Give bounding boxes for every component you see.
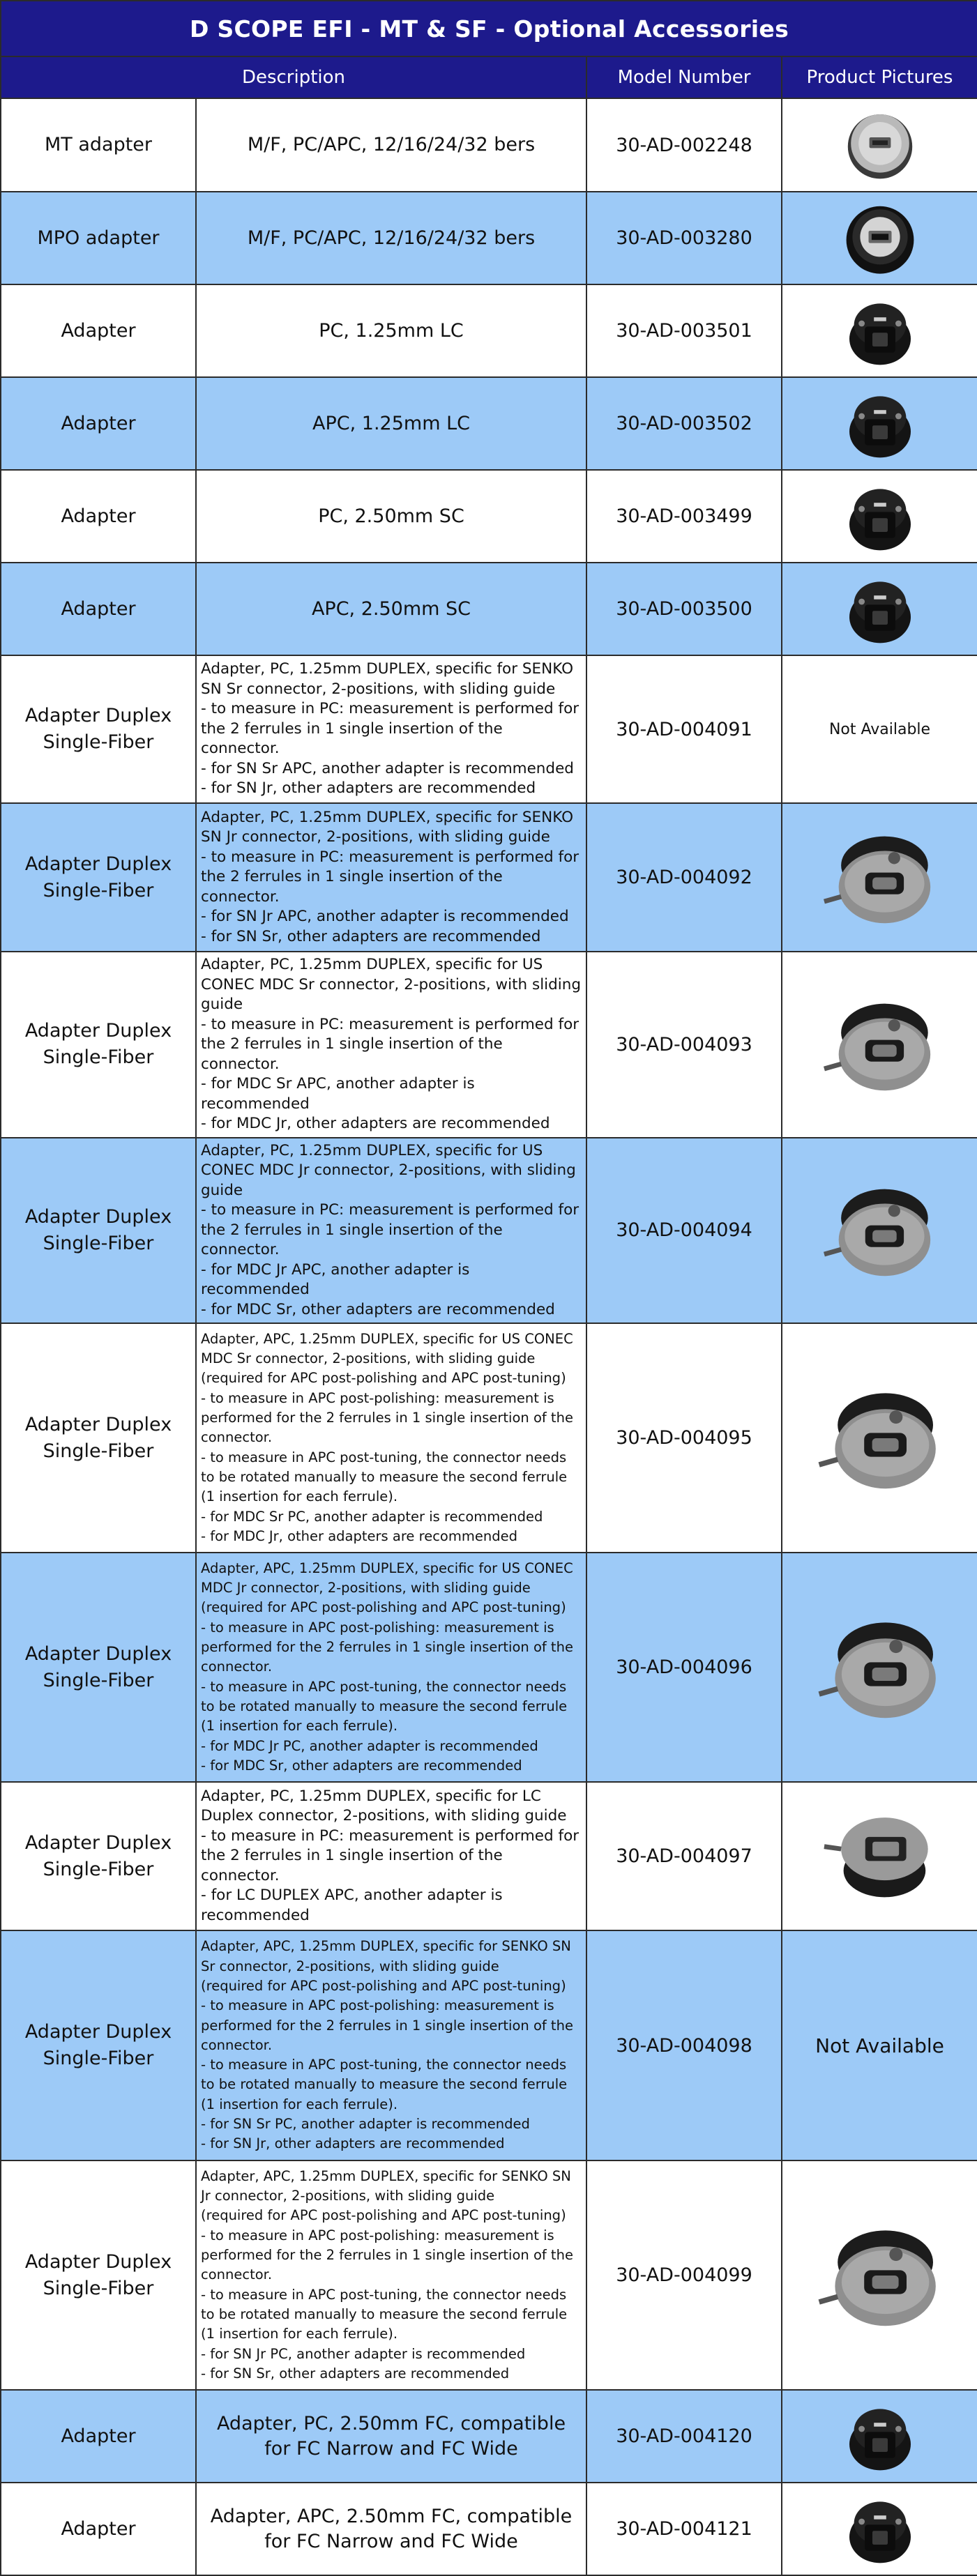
product-picture xyxy=(782,2483,977,2575)
product-picture xyxy=(782,952,977,1138)
product-picture xyxy=(782,1138,977,1324)
duplex-adapter-icon xyxy=(782,2209,977,2342)
description-line: (required for APC post-polishing and APC post-tuning) xyxy=(201,1599,566,1616)
product-picture xyxy=(782,98,977,192)
column-header-model: Model Number xyxy=(586,56,782,98)
product-description xyxy=(196,952,586,1138)
page-title: D SCOPE EFI - MT & SF - Optional Accessories xyxy=(1,1,977,56)
description-line: - to measure in APC post-polishing: measurement is performed for the 2 ferrules in 1 single insertion of the connector. xyxy=(201,2227,573,2283)
product-picture xyxy=(782,2390,977,2483)
duplex-adapter-icon xyxy=(782,1601,977,1734)
description-line: - for MDC Sr, other adapters are recommended xyxy=(201,1757,522,1774)
product-picture xyxy=(782,655,977,803)
product-description xyxy=(196,1782,586,1930)
description-line: (required for APC post-polishing and APC post-tuning) xyxy=(201,1977,566,1994)
product-picture xyxy=(782,192,977,284)
description-line: - to measure in PC: measurement is performed for the 2 ferrules in 1 single insertion of the connector. xyxy=(201,848,580,906)
description-line: APC, 2.50mm SC xyxy=(311,597,471,620)
description-line: - for MDC Jr, other adapters are recommended xyxy=(201,1115,550,1132)
product-description xyxy=(196,1138,586,1324)
product-description xyxy=(196,655,586,803)
model-number: 30-AD-004098 xyxy=(586,1930,782,2160)
table-row xyxy=(1,98,977,192)
adapter-icon-lc-pc xyxy=(782,293,977,369)
table-row xyxy=(1,2483,977,2575)
table-row xyxy=(1,803,977,952)
product-description xyxy=(196,2483,586,2575)
description-line: - to measure in PC: measurement is performed for the 2 ferrules in 1 single insertion of the connector. xyxy=(201,1201,580,1258)
table-row xyxy=(1,655,977,803)
description-line: Adapter, APC, 2.50mm FC, compatible for FC Narrow and FC Wide xyxy=(210,2505,573,2552)
product-picture xyxy=(782,1323,977,1553)
description-line: PC, 1.25mm LC xyxy=(319,319,464,342)
model-number: 30-AD-004091 xyxy=(586,655,782,803)
table-row xyxy=(1,470,977,563)
adapter-icon-lc-apc xyxy=(782,386,977,462)
model-number: 30-AD-004120 xyxy=(586,2390,782,2483)
product-name: Adapter Duplex Single-Fiber xyxy=(1,1553,196,1782)
product-picture xyxy=(782,563,977,655)
table-row xyxy=(1,952,977,1138)
description-line: Adapter, PC, 2.50mm FC, compatible for FC Narrow and FC Wide xyxy=(216,2412,566,2460)
model-number: 30-AD-002248 xyxy=(586,98,782,192)
table-row xyxy=(1,2160,977,2390)
description-line: - for LC DUPLEX APC, another adapter is recommended xyxy=(201,1887,503,1924)
product-picture xyxy=(782,1553,977,1782)
table-row xyxy=(1,1782,977,1930)
description-line: - to measure in APC post-tuning, the connector needs to be rotated manually to measure the second ferrule (1 insertion for each ferrule). xyxy=(201,2286,568,2342)
description-line: Adapter, PC, 1.25mm DUPLEX, specific for US CONEC MDC Sr connector, 2-positions, with sliding guide xyxy=(201,956,582,1013)
model-number: 30-AD-004092 xyxy=(586,803,782,952)
product-picture xyxy=(782,377,977,470)
duplex-adapter-icon xyxy=(782,1372,977,1504)
product-description xyxy=(196,563,586,655)
model-number: 30-AD-004093 xyxy=(586,952,782,1138)
column-header-pictures: Product Pictures xyxy=(782,56,977,98)
table-row xyxy=(1,1138,977,1324)
description-line: - to measure in APC post-tuning, the connector needs to be rotated manually to measure the second ferrule (1 insertion for each ferrule). xyxy=(201,1678,568,1735)
description-line: - for MDC Sr APC, another adapter is recommended xyxy=(201,1075,475,1113)
product-description xyxy=(196,192,586,284)
description-line: - for MDC Jr, other adapters are recommended xyxy=(201,1527,517,1544)
model-number: 30-AD-004121 xyxy=(586,2483,782,2575)
description-line: - to measure in PC: measurement is performed for the 2 ferrules in 1 single insertion of the connector. xyxy=(201,700,580,758)
model-number: 30-AD-003502 xyxy=(586,377,782,470)
description-line: Adapter, APC, 1.25mm DUPLEX, specific for US CONEC MDC Jr connector, 2-positions, with sliding guide xyxy=(201,1560,573,1596)
description-line: PC, 2.50mm SC xyxy=(318,505,464,527)
model-number: 30-AD-004094 xyxy=(586,1138,782,1324)
model-number: 30-AD-004099 xyxy=(586,2160,782,2390)
table-row xyxy=(1,563,977,655)
description-line: - to measure in APC post-polishing: measurement is performed for the 2 ferrules in 1 single insertion of the connector. xyxy=(201,1619,573,1675)
description-line: M/F, PC/APC, 12/16/24/32 bers xyxy=(247,134,536,155)
column-header-description: Description xyxy=(1,56,586,98)
description-line: M/F, PC/APC, 12/16/24/32 bers xyxy=(247,227,536,249)
description-line: Adapter, APC, 1.25mm DUPLEX, specific for US CONEC MDC Sr connector, 2-positions, with sliding guide xyxy=(201,1330,573,1367)
product-description xyxy=(196,1930,586,2160)
adapter-icon-sc-apc xyxy=(782,571,977,648)
description-line: - to measure in PC: measurement is performed for the 2 ferrules in 1 single insertion of the connector. xyxy=(201,1015,580,1073)
description-line: APC, 1.25mm LC xyxy=(312,412,470,434)
description-line: Adapter, APC, 1.25mm DUPLEX, specific for SENKO SN Jr connector, 2-positions, with sliding guide xyxy=(201,2167,571,2204)
product-name: Adapter Duplex Single-Fiber xyxy=(1,1138,196,1324)
description-line: - to measure in APC post-polishing: measurement is performed for the 2 ferrules in 1 single insertion of the connector. xyxy=(201,1389,573,1446)
product-name: MT adapter xyxy=(1,98,196,192)
table-row xyxy=(1,192,977,284)
description-line: - for SN Jr PC, another adapter is recommended xyxy=(201,2345,526,2362)
product-description xyxy=(196,1553,586,1782)
product-name: Adapter Duplex Single-Fiber xyxy=(1,655,196,803)
product-name: Adapter Duplex Single-Fiber xyxy=(1,1323,196,1553)
product-name: MPO adapter xyxy=(1,192,196,284)
product-description xyxy=(196,98,586,192)
product-picture xyxy=(782,1930,977,2160)
description-line: - for MDC Sr, other adapters are recommended xyxy=(201,1300,555,1318)
not-available-label: Not Available xyxy=(815,2034,944,2057)
duplex-adapter-icon xyxy=(782,817,977,938)
product-description xyxy=(196,2160,586,2390)
product-picture xyxy=(782,803,977,952)
adapter-icon-fc-pc xyxy=(782,2398,977,2475)
description-line: - for MDC Jr PC, another adapter is recommended xyxy=(201,1737,538,1754)
description-line: Adapter, PC, 1.25mm DUPLEX, specific for LC Duplex connector, 2-positions, with sliding guide xyxy=(201,1787,567,1825)
description-line: - for MDC Jr APC, another adapter is recommended xyxy=(201,1260,470,1298)
description-line: - to measure in APC post-tuning, the connector needs to be rotated manually to measure the second ferrule (1 insertion for each ferrule). xyxy=(201,1449,568,1505)
product-name: Adapter xyxy=(1,2390,196,2483)
description-line: - to measure in APC post-tuning, the connector needs to be rotated manually to measure the second ferrule (1 insertion for each ferrule). xyxy=(201,2057,568,2112)
adapter-icon-mt xyxy=(782,107,977,183)
description-line: - for SN Sr APC, another adapter is recommended xyxy=(201,759,574,777)
table-row xyxy=(1,284,977,377)
product-name: Adapter Duplex Single-Fiber xyxy=(1,2160,196,2390)
product-picture xyxy=(782,1782,977,1930)
table-row xyxy=(1,1323,977,1553)
adapter-icon-fc-apc xyxy=(782,2491,977,2568)
model-number: 30-AD-004095 xyxy=(586,1323,782,1553)
product-name: Adapter xyxy=(1,470,196,563)
model-number: 30-AD-003501 xyxy=(586,284,782,377)
product-picture xyxy=(782,284,977,377)
description-line: - for SN Sr PC, another adapter is recommended xyxy=(201,2116,530,2133)
model-number: 30-AD-003500 xyxy=(586,563,782,655)
product-description xyxy=(196,470,586,563)
product-description xyxy=(196,803,586,952)
description-line: - for SN Sr, other adapters are recommended xyxy=(201,2365,510,2381)
product-description xyxy=(196,377,586,470)
description-line: Adapter, APC, 1.25mm DUPLEX, specific for SENKO SN Sr connector, 2-positions, with sliding guide xyxy=(201,1938,571,1974)
product-name: Adapter xyxy=(1,377,196,470)
product-description xyxy=(196,1323,586,1553)
model-number: 30-AD-003280 xyxy=(586,192,782,284)
description-line: - to measure in PC: measurement is performed for the 2 ferrules in 1 single insertion of the connector. xyxy=(201,1827,580,1884)
product-description xyxy=(196,284,586,377)
description-line: - for SN Jr APC, another adapter is recommended xyxy=(201,908,569,926)
table-row xyxy=(1,1553,977,1782)
adapter-icon-sc-pc xyxy=(782,478,977,555)
not-available-label: Not Available xyxy=(828,720,931,738)
table-row xyxy=(1,1930,977,2160)
product-description xyxy=(196,2390,586,2483)
product-name: Adapter Duplex Single-Fiber xyxy=(1,1930,196,2160)
description-line: - for SN Sr, other adapters are recommended xyxy=(201,927,541,945)
description-line: - for SN Jr, other adapters are recommended xyxy=(201,779,536,798)
product-picture xyxy=(782,470,977,563)
model-number: 30-AD-004096 xyxy=(586,1553,782,1782)
table-body xyxy=(1,98,977,2575)
description-line: - to measure in APC post-polishing: measurement is performed for the 2 ferrules in 1 single insertion of the connector. xyxy=(201,1997,573,2053)
description-line: (required for APC post-polishing and APC post-tuning) xyxy=(201,1370,566,1387)
product-name: Adapter Duplex Single-Fiber xyxy=(1,952,196,1138)
description-line: Adapter, PC, 1.25mm DUPLEX, specific for US CONEC MDC Jr connector, 2-positions, with sliding guide xyxy=(201,1141,576,1199)
table-row xyxy=(1,377,977,470)
description-line: - for SN Jr, other adapters are recommended xyxy=(201,2135,505,2152)
model-number: 30-AD-004097 xyxy=(586,1782,782,1930)
product-name: Adapter Duplex Single-Fiber xyxy=(1,1782,196,1930)
product-picture xyxy=(782,2160,977,2390)
table-row xyxy=(1,2390,977,2483)
model-number: 30-AD-003499 xyxy=(586,470,782,563)
product-name: Adapter xyxy=(1,563,196,655)
lc-duplex-adapter-icon xyxy=(782,1796,977,1916)
description-line: - for MDC Sr PC, another adapter is recommended xyxy=(201,1508,543,1525)
duplex-adapter-icon xyxy=(782,1170,977,1290)
product-name: Adapter xyxy=(1,2483,196,2575)
description-line: (required for APC post-polishing and APC post-tuning) xyxy=(201,2207,566,2224)
product-name: Adapter Duplex Single-Fiber xyxy=(1,803,196,952)
adapter-icon-mpo xyxy=(782,200,977,277)
duplex-adapter-icon xyxy=(782,984,977,1105)
description-line: Adapter, PC, 1.25mm DUPLEX, specific for SENKO SN Jr connector, 2-positions, with sliding guide xyxy=(201,808,574,846)
description-line: Adapter, PC, 1.25mm DUPLEX, specific for SENKO SN Sr connector, 2-positions, with sliding guide xyxy=(201,660,574,698)
product-name: Adapter xyxy=(1,284,196,377)
